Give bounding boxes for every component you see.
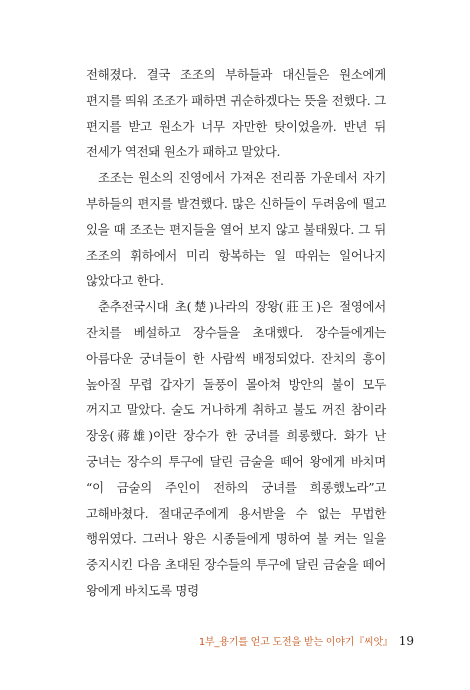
page-number: 19 [398, 634, 414, 648]
running-footer-label: 1부_용기를 얻고 도전을 받는 이야기『씨앗』 [198, 637, 393, 648]
body-text [86, 62, 386, 604]
paragraph-3: 춘추전국시대 초(楚)나라의 장왕(莊王)은 절영에서 잔치를 베설하고 장수들을 초대했다. 장수들에게는 아름다운 궁녀들이 한 사람씩 배정되었다. 잔치의 흥이 높아질 무렵 갑자기 돌풍이 몰아쳐 방안의 불이 모두 꺼지고 말았다. 술도 거나하게 취하고 불도 꺼진 참이라 장웅(蔣雄)이란 장수가 한 궁녀를 희롱했다. 화가 난 궁녀는 장수의 투구에 달린 금술을 떼어 왕에게 바치며 “이 금술의 주인이 전하의 궁녀를 희롱했노라”고 고해바쳤다. 절대군주에게 용서받을 수 없는 무법한 행위였다. 그러나 왕은 시종들에게 명하여 불 켜는 일을 중지시킨 다음 초대된 장수들의 투구에 달린 금술을 떼어 왕에게 바치도록 명령 [86, 299, 386, 598]
paragraph-1: 전해졌다. 결국 조조의 부하들과 대신들은 원소에게 편지를 띄워 조조가 패하면 귀순하겠다는 뜻을 전했다. 그 편지를 받고 원소가 너무 자만한 탓이었을까. 반년 뒤 전세가 역전돼 원소가 패하고 말았다. [86, 67, 386, 160]
paragraph-2: 조조는 원소의 진영에서 가져온 전리품 가운데서 자기 부하들의 편지를 발견했다. 많은 신하들이 두려움에 떨고 있을 때 조조는 편지들을 열어 보지 않고 불태웠다. 그 뒤 조조의 휘하에서 미리 항복하는 일 따위는 일어나지 않았다고 한다. [86, 170, 386, 289]
page-footer [0, 633, 414, 651]
